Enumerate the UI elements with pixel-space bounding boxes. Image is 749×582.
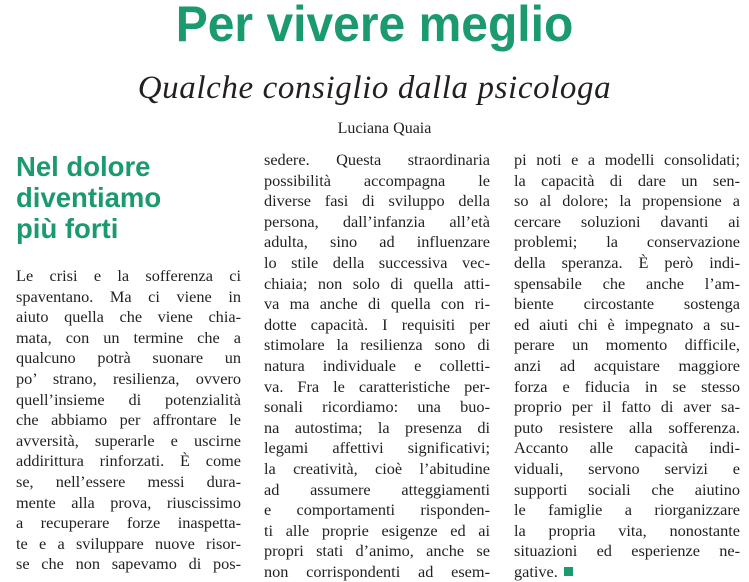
text-line: sedere. Questa straordinaria xyxy=(264,150,490,169)
text-line: spaventano. Ma ci viene in xyxy=(16,286,241,306)
column-body xyxy=(264,150,490,582)
text-line: gative. xyxy=(514,561,558,581)
text-line: supporti sociali che aiutino xyxy=(514,479,740,499)
text-line: lo stile della successiva vec- xyxy=(264,252,490,272)
text-line: sonali ricordiamo: una buo- xyxy=(264,397,490,417)
text-line: legami affettivi significativi; xyxy=(264,438,490,458)
text-line: avversità, superarle e uscirne xyxy=(16,430,241,450)
column-body xyxy=(514,150,740,582)
section-heading-line: diventiamo xyxy=(16,182,162,213)
text-line: diverse fasi di sviluppo della xyxy=(264,191,490,211)
article-subtitle: Qualche consiglio dalla psicologa xyxy=(137,70,612,106)
text-line: dotte capacità. I requisiti per xyxy=(264,314,490,334)
author-byline: Luciana Quaia xyxy=(337,120,432,137)
text-line: la creatività, cioè l’abitudine xyxy=(264,458,490,478)
last-line xyxy=(514,562,740,582)
text-line: persona, dall’infanzia all’età xyxy=(264,211,490,231)
text-line: adulta, sino ad influenzare xyxy=(264,232,490,252)
text-line: po’ strano, resilienza, ovvero xyxy=(16,368,241,388)
text-line: che abbiamo per affrontare le xyxy=(16,410,241,430)
text-line: proprio per il fatto di aver sa- xyxy=(514,397,740,417)
text-line: viduali, servono servizi e xyxy=(514,458,740,478)
text-line: mente alla prova, riuscissimo xyxy=(16,492,241,512)
section-heading-line: più forti xyxy=(16,213,119,244)
text-line: non corrispondenti ad esem- xyxy=(264,561,490,581)
text-line: forza e fiducia in se stesso xyxy=(514,376,740,396)
text-line: ed aiuti chi è impegnato a su- xyxy=(514,314,740,334)
text-line: ad assumere atteggiamenti xyxy=(264,479,490,499)
text-line: addirittura rinforzati. È come xyxy=(16,451,241,471)
text-line: va. Fra le caratteristiche per- xyxy=(264,376,490,396)
text-line: situazioni ed esperienze ne- xyxy=(514,541,740,561)
text-line: stimolare la resilienza sono di xyxy=(264,335,490,355)
text-line: della speranza. È però indi- xyxy=(514,252,740,272)
text-line: Accanto alle capacità indi- xyxy=(514,438,740,458)
text-line: qualcuno potrà suonare un xyxy=(16,348,241,368)
text-line: te e a sviluppare nuove risor- xyxy=(16,533,241,553)
text-line: le famiglie a riorganizzare xyxy=(514,500,740,520)
text-line: perare un momento difficile, xyxy=(514,335,740,355)
text-line: possibilità accompagna le xyxy=(264,170,490,190)
article-column-2 xyxy=(264,150,490,582)
section-heading-line: Nel dolore xyxy=(16,151,151,182)
text-line: quell’insieme di potenzialità xyxy=(16,389,241,409)
text-line: propri stati d’animo, anche se xyxy=(264,541,490,561)
article-title: Per vivere meglio xyxy=(175,0,574,52)
text-line: chiaia; non solo di quella atti- xyxy=(264,273,490,293)
text-line: biente circostante sostenga xyxy=(514,294,740,314)
article-column-1 xyxy=(16,150,241,575)
end-of-article-square-icon xyxy=(564,567,573,576)
text-line: se che non sapevamo di pos- xyxy=(16,554,241,574)
text-line: natura individuale e colletti- xyxy=(264,355,490,375)
text-line: e comportamenti risponden- xyxy=(264,500,490,520)
text-line: pi noti e a modelli consolidati; xyxy=(514,150,740,169)
text-line: spensabile che anche l’am- xyxy=(514,273,740,293)
text-line: so al dolore; la propensione a xyxy=(514,191,740,211)
text-line: aiuto quella che viene chia- xyxy=(16,307,241,327)
section-heading xyxy=(16,150,241,244)
text-line: problemi; la conservazione xyxy=(514,232,740,252)
text-line: anzi ad acquistare maggiore xyxy=(514,355,740,375)
article-column-3 xyxy=(514,150,740,582)
text-line: va ma anche di quella con ri- xyxy=(264,294,490,314)
text-line: puto resistere alla sofferenza. xyxy=(514,417,740,437)
text-line: a recuperare forze inaspetta- xyxy=(16,513,241,533)
text-line: la capacità di dare un sen- xyxy=(514,170,740,190)
text-line: se, nell’essere messi dura- xyxy=(16,471,241,491)
text-line: cercare soluzioni davanti ai xyxy=(514,211,740,231)
text-line: ti alle proprie esigenze ed ai xyxy=(264,520,490,540)
text-line: la propria vita, nonostante xyxy=(514,520,740,540)
text-line: na autostima; la presenza di xyxy=(264,417,490,437)
text-line: Le crisi e la sofferenza ci xyxy=(16,266,241,285)
column-body xyxy=(16,266,241,575)
text-line: mata, con un termine che a xyxy=(16,327,241,347)
